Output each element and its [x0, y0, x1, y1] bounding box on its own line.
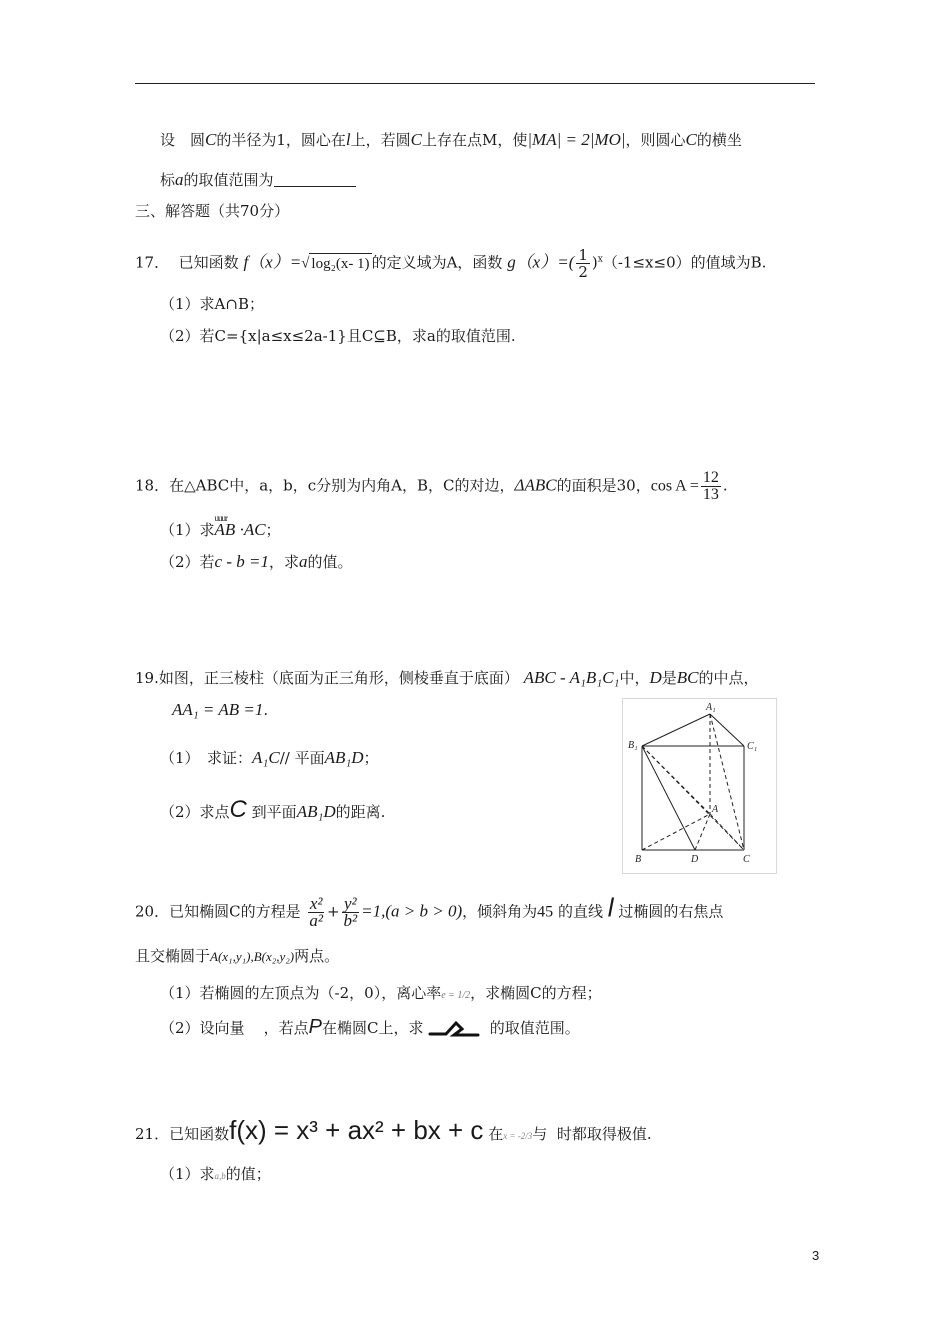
- q17-stem: 17． 已知函数 f（x）=√ log₂(x- 1) 的定义域为A，函数 g（x）=( $\frac{1}{2}$ )$^x$（-1≤x≤0）的值域为B.: [135, 246, 767, 281]
- q20-stem: 20．已知椭圆C的方程是 $\frac{\text{x²}}{\text{a²}}$ + $\frac{\text{y²}}{\text{b²}}$ =1,(a > b > 0)，倾斜角为45 的直线 l 过椭圆的右焦点: [135, 892, 724, 930]
- label-C1: C₁: [747, 741, 758, 752]
- q20-expression-glyph: [428, 1019, 480, 1039]
- q19-part1: （1） 求证：A₁C// 平面AB₁D；: [160, 748, 379, 767]
- q16-line1: 设 圆C的半径为1，圆心在l上，若圆C上存在点M，使|MA| = 2|MO|，则圆心C的横坐: [160, 130, 742, 149]
- q21-stem: 21．已知函数f(x) = x³ + ax² + bx + c 在x = -2/3与 时都取得极值.: [135, 1115, 652, 1145]
- q20-part1: （1）若椭圆的左顶点为（-2，0），离心率e = 1/2，求椭圆C的方程；: [160, 984, 602, 1002]
- q20-part2: （2）设向量 ，若点P在椭圆C上，求 的取值范围。: [160, 1016, 580, 1038]
- q18-part2: （2）若c - b =1，求a的值。: [160, 552, 353, 571]
- label-B: B: [635, 854, 642, 865]
- q18-fraction: $\frac{12}{13}$: [702, 469, 719, 503]
- label-D: D: [691, 854, 699, 865]
- q19-stem: 19.如图，正三棱柱（底面为正三角形，侧棱垂直于底面） ABC - A₁B₁C₁中，D是BC的中点，: [135, 668, 759, 687]
- q16-line2: 标a的取值范围为: [160, 170, 356, 190]
- page-number: 3: [812, 1248, 820, 1263]
- label-A: A: [712, 804, 719, 815]
- label-A1: A₁: [706, 702, 716, 713]
- q18-part1: （1）求uuur AB ·AC；: [160, 520, 281, 540]
- q21-part1: （1）求a,b的值；: [160, 1165, 271, 1183]
- label-B1: B₁: [628, 740, 638, 751]
- prism-figure: [622, 698, 777, 874]
- q17-fraction: $\frac{1}{2}$: [578, 246, 588, 281]
- q17-part2: （2）若C={x|a≤x≤2a-1}且C⊆B，求a的取值范围.: [160, 327, 516, 345]
- q20-frac-y: $\frac{\text{y²}}{\text{b²}}$: [343, 894, 358, 930]
- q19-part2: （2）求点C 到平面AB₁D的距离.: [160, 796, 386, 823]
- answer-blank: [274, 172, 356, 187]
- label-C: C: [743, 854, 750, 865]
- section-heading: 三、解答题（共70分）: [135, 202, 290, 220]
- q20-frac-x: $\frac{\text{x²}}{\text{a²}}$: [309, 894, 323, 930]
- q17-part1: （1）求A∩B；: [160, 295, 264, 313]
- header-rule: [135, 83, 815, 84]
- q20-line2: 且交椭圆于A(x₁,y₁),B(x₂,y₂)两点。: [135, 947, 340, 965]
- q18-stem: 18．在△ABC中，a，b，c分别为内角A，B，C的对边，ΔABC的面积是30，cos A = $\frac{12}{13}$ .: [135, 469, 728, 503]
- q19-given: AA₁ = AB =1.: [172, 700, 269, 719]
